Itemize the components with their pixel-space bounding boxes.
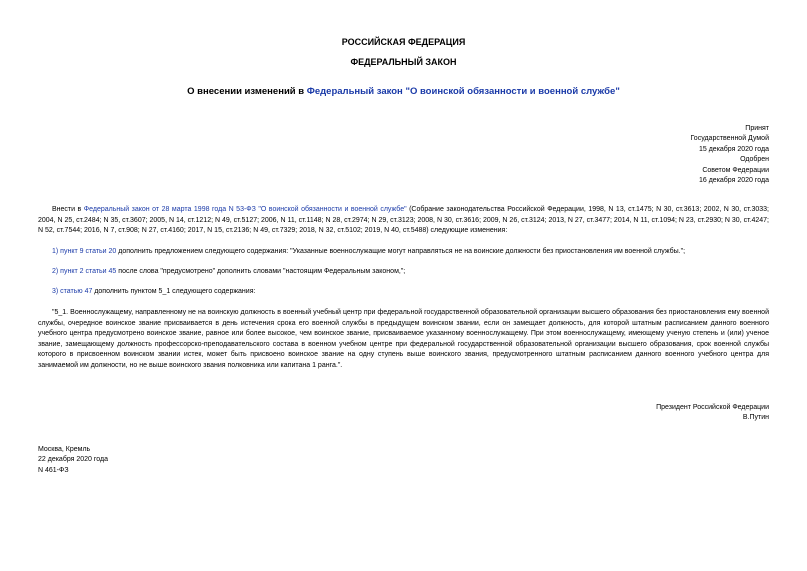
signing-date: 22 декабря 2020 года <box>38 456 109 464</box>
intro-text-start: Внести в <box>52 206 84 213</box>
item-number: 3) <box>52 288 61 295</box>
item-link[interactable]: статью 47 <box>60 288 93 295</box>
adoption-line: Государственной Думой <box>690 135 769 143</box>
adoption-line: Советом Федерации <box>702 166 769 174</box>
signing-place: Москва, Кремль <box>38 446 91 453</box>
law-type-heading: ФЕДЕРАЛЬНЫЙ ЗАКОН <box>350 57 457 67</box>
amendment-item-3 <box>38 287 769 298</box>
new-clause-quote: "5_1. Военнослужащему, направленному не на воинскую должность в военный учебный центр при федеральной государственной образовательной организации высшего образования без приостановления ему военной службы, очередное воинское звание присваивается в день истечения срока его военной службы в предыдущем воинском звании, если он замещает должность, для которой штатным расписанием данного военного учебного центра предусмотрено воинское звание, равное или более высокое, чем воинское звание, присваиваемое указанному военнослужащему. При этом военнослужащему, имеющему ученую степень и (или) ученое звание, замещающему должность профессорско-преподавательского состава в военном учебном центре при федеральной государственной образовательной организации высшего образования, срок военной службы которого в присвоенном воинском звании истек, может быть присвоено воинское звание на одну ступень выше воинского звания, предусмотренного штатным расписанием данного военного учебного центра для занимаемой им должности, но не выше воинского звания полковника или капитана 1 ранга.". <box>38 309 769 369</box>
signatory-position: Президент Российской Федерации <box>656 404 769 411</box>
amendment-item-1 <box>38 247 769 258</box>
item-text: дополнить пунктом 5_1 следующего содержания: <box>92 288 256 295</box>
signature-block <box>656 403 769 424</box>
law-number: N 461-ФЗ <box>38 466 69 474</box>
title-prefix: О внесении изменений в <box>187 86 307 97</box>
country-heading: РОССИЙСКАЯ ФЕДЕРАЦИЯ <box>341 37 466 47</box>
item-text: дополнить предложением следующего содержания: "Указанные военнослужащие могут направляться не на воинские должности без приостановления им военной службы."; <box>116 248 686 255</box>
adoption-line: Одобрен <box>740 156 769 164</box>
item-link[interactable]: пункт 2 статьи 45 <box>60 268 117 275</box>
place-date-block <box>38 445 108 476</box>
adoption-block <box>690 124 769 186</box>
document-title <box>0 86 807 97</box>
item-text: после слова "предусмотрено" дополнить словами "настоящим Федеральным законом,"; <box>116 268 406 275</box>
item-number: 1) <box>52 248 61 255</box>
title-law-link[interactable]: Федеральный закон "О воинской обязанности и военной службе" <box>306 86 620 97</box>
intro-paragraph <box>38 205 769 237</box>
adoption-line: 15 декабря 2020 года <box>698 145 769 153</box>
amendment-item-2 <box>38 267 769 278</box>
intro-law-link[interactable]: Федеральный закон от 28 марта 1998 года N 53-ФЗ "О воинской обязанности и военной службе" <box>83 206 407 213</box>
intro-text-rest: (Собрание законодательства Российской Федерации, 1998, N 13, ст.1475; N 30, ст.3613; 2002, N 30, ст.3033; 2004, N 25, ст.2484; N 35, ст.3607; 2005, N 14, ст.1212; N 49, ст.5127; 2006, N 11, ст.1148; N 28, ст.2974; N 29, ст.3123; 2008, N 30, ст.3616; 2009, N 26, ст.3124; 2013, N 27, ст.3477; 2014, N 11, ст.1094; N 23, ст.2930; N 30, ст.4247; N 52, ст.7544; 2016, N 7, ст.908; N 27, ст.4160; 2017, N 15, ст.2136; N 49, ст.7329; 2018, N 32, ст.5102; 2019, N 40, ст.5488) следующие изменения: <box>38 206 770 235</box>
item-link[interactable]: пункт 9 статьи 20 <box>60 248 117 255</box>
item-number: 2) <box>52 268 61 275</box>
signatory-name: В.Путин <box>742 414 769 422</box>
adoption-line: Принят <box>745 125 769 132</box>
adoption-line: 16 декабря 2020 года <box>698 177 769 185</box>
